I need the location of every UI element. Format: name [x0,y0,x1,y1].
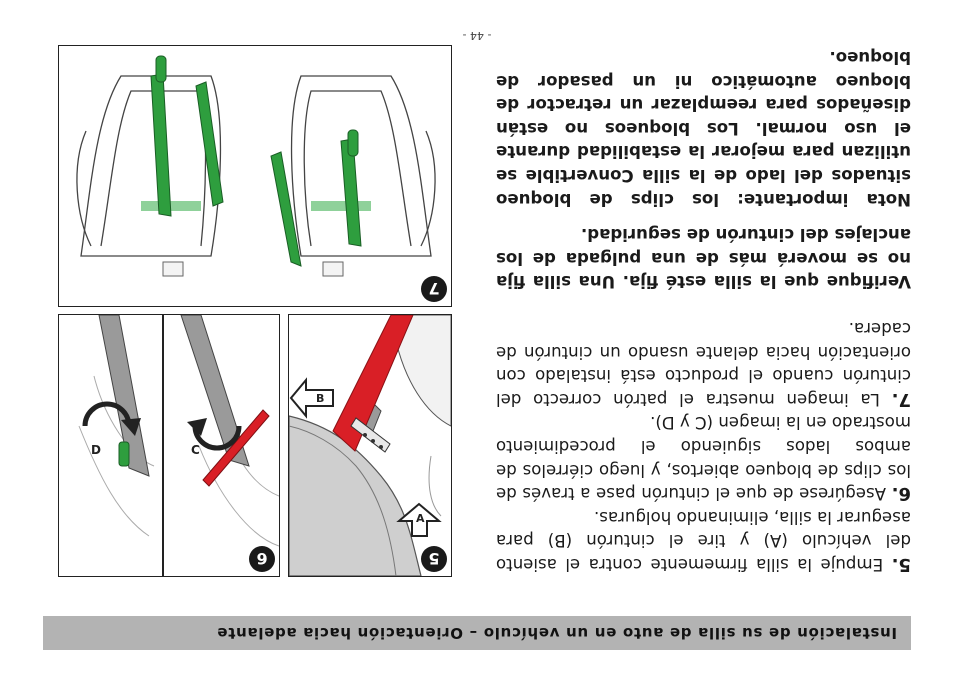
figure-5-label-b: B [316,392,325,405]
figure-7-badge: 7 [421,276,447,302]
page-number: - 44 - [462,29,492,42]
figure-7-illustration [59,46,451,306]
step-7-text: La imagen muestra el patrón correcto del cinturón cuando el producto está instalado con orientación hacia delante usando un cinturón de cadera. [496,319,911,409]
figure-6-badge: 6 [249,546,275,572]
figure-5-badge: 5 [421,546,447,572]
step-5-text: Empuje la silla firmemente contra el asiento del vehículo (A) y tire el cinturón (B) para asegurar la silla, eliminando holguras. [496,507,911,574]
figure-5-panel [288,314,452,577]
step-5-number: 5. [891,554,911,575]
verify-note: Verifique que la silla esté fija. Una silla fija no se moverá más de una pulgada de los anclajes del cinturón de seguridad. [496,225,911,292]
step-6-number: 6. [891,483,911,505]
step-7 [496,316,911,410]
section-header-bar [43,616,911,650]
figure-7-panel [58,45,452,307]
figure-6-label-c: C [191,443,200,457]
step-6 [496,411,911,505]
section-title: Instalación de su silla de auto en un vehículo – Orientación hacia adelante [216,624,897,642]
step-6-text: Asegúrese de que el cinturón pase a través de los clips de bloqueo abiertos, y luego ciérrelos de ambos lados siguiendo el procedimiento mostrado en la imagen (C y D). [496,413,911,504]
figure-6-label-d: D [91,443,101,457]
figure-6-illustration [59,315,279,576]
instructions-column [496,46,911,576]
step-7-number: 7. [891,388,911,410]
figure-6-panel [58,314,280,577]
important-note: Nota importante: los clips de bloqueo situados del lado de la silla Convertible se utilizan para mejorar la estabilidad durante el uso normal. Los bloqueos no están diseñados para reemplazar un retractor de bloqueo automático ni un pasador de bloqueo. [496,48,911,209]
step-5 [496,505,911,576]
figure-5-illustration [289,315,451,576]
figure-5-label-a: A [416,512,425,525]
